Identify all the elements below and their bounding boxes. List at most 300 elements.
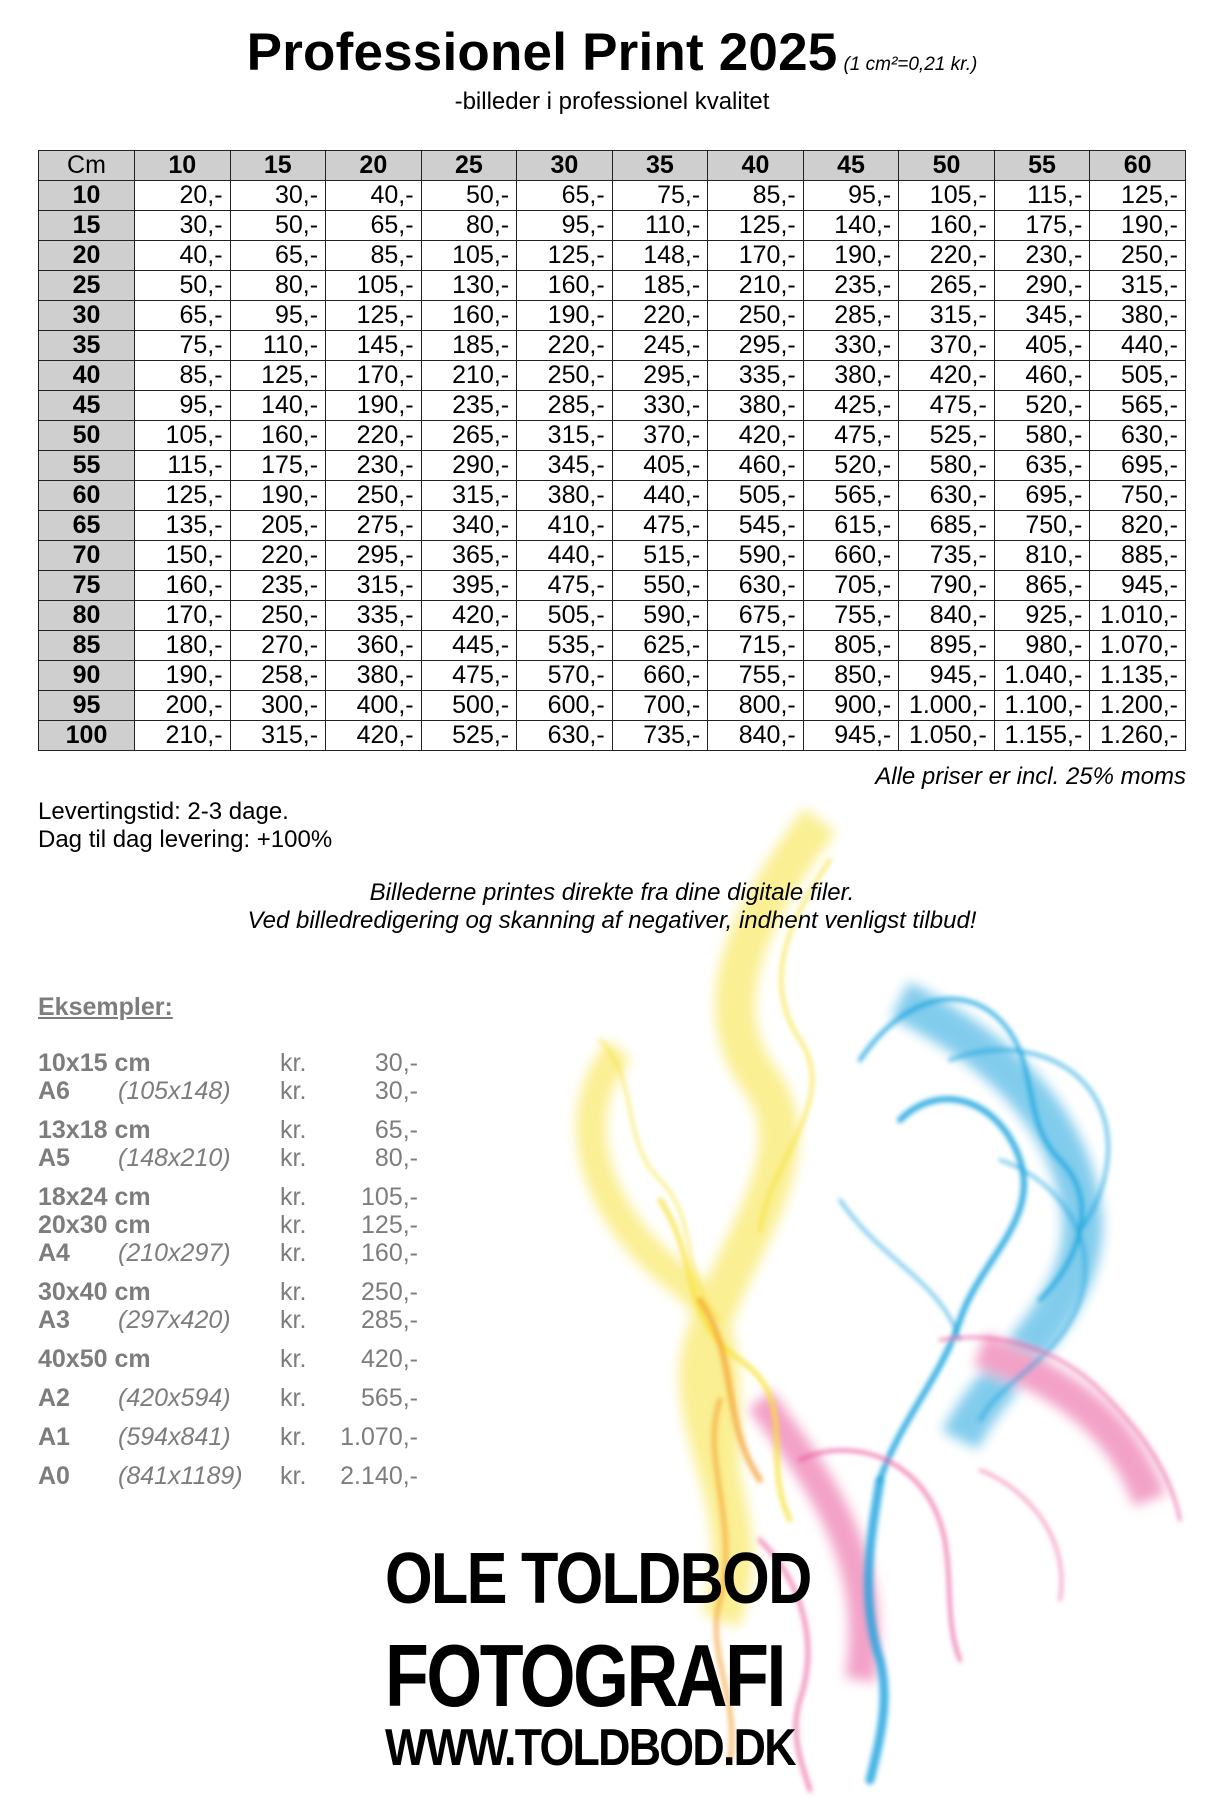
price-cell: 395,-: [421, 571, 517, 601]
example-price: 65,-: [374, 1116, 418, 1144]
examples-list: [38, 1049, 418, 1490]
price-cell: 235,-: [421, 391, 517, 421]
page-title: Professionel Print 2025: [246, 23, 838, 82]
price-cell: 150,-: [135, 541, 231, 571]
example-currency: kr.: [280, 1049, 307, 1077]
price-cell: 315,-: [326, 571, 422, 601]
price-cell: 258,-: [230, 661, 326, 691]
price-table-row-header: 30: [39, 301, 135, 331]
price-table-column-header: 45: [803, 151, 899, 181]
price-table: [38, 150, 1186, 751]
price-cell: 420,-: [421, 601, 517, 631]
price-cell: 475,-: [517, 571, 613, 601]
price-cell: 700,-: [612, 691, 708, 721]
example-size: 13x18 cm: [38, 1116, 151, 1144]
price-cell: 315,-: [230, 721, 326, 751]
price-cell: 190,-: [1090, 211, 1186, 241]
table-row: [39, 661, 1186, 691]
price-cell: 345,-: [517, 451, 613, 481]
price-cell: 840,-: [708, 721, 804, 751]
price-cell: 205,-: [230, 511, 326, 541]
example-price: 420,-: [361, 1345, 418, 1373]
price-cell: 295,-: [326, 541, 422, 571]
price-cell: 360,-: [326, 631, 422, 661]
list-item: [38, 1239, 418, 1267]
example-size: 20x30 cm: [38, 1211, 151, 1239]
table-row: [39, 241, 1186, 271]
price-cell: 315,-: [1090, 271, 1186, 301]
price-cell: 380,-: [803, 361, 899, 391]
price-cell: 315,-: [517, 421, 613, 451]
example-size: A0: [38, 1462, 70, 1490]
price-cell: 330,-: [612, 391, 708, 421]
price-cell: 220,-: [612, 301, 708, 331]
price-cell: 190,-: [326, 391, 422, 421]
price-cell: 180,-: [135, 631, 231, 661]
price-cell: 110,-: [230, 331, 326, 361]
price-cell: 185,-: [612, 271, 708, 301]
price-cell: 550,-: [612, 571, 708, 601]
price-cell: 125,-: [135, 481, 231, 511]
price-cell: 250,-: [708, 301, 804, 331]
example-currency: kr.: [280, 1423, 307, 1451]
price-cell: 475,-: [899, 391, 995, 421]
example-price: 250,-: [361, 1278, 418, 1306]
price-cell: 85,-: [135, 361, 231, 391]
example-dimensions: (105x148): [118, 1077, 231, 1105]
price-table-corner-label: Cm: [39, 151, 135, 181]
example-price: 1.070,-: [340, 1423, 418, 1451]
example-currency: kr.: [280, 1183, 307, 1211]
price-cell: 790,-: [899, 571, 995, 601]
price-cell: 525,-: [899, 421, 995, 451]
price-cell: 340,-: [421, 511, 517, 541]
example-size: 18x24 cm: [38, 1183, 151, 1211]
price-cell: 420,-: [708, 421, 804, 451]
price-cell: 660,-: [612, 661, 708, 691]
example-price: 160,-: [361, 1239, 418, 1267]
price-cell: 1.000,-: [899, 691, 995, 721]
price-table-row-header: 90: [39, 661, 135, 691]
table-row: [39, 181, 1186, 211]
price-table-column-header: 20: [326, 151, 422, 181]
price-cell: 160,-: [230, 421, 326, 451]
price-cell: 270,-: [230, 631, 326, 661]
price-table-row-header: 80: [39, 601, 135, 631]
price-cell: 695,-: [1090, 451, 1186, 481]
price-cell: 520,-: [994, 391, 1090, 421]
example-dimensions: (210x297): [118, 1239, 231, 1267]
list-item: [38, 1144, 418, 1172]
price-cell: 1.155,-: [994, 721, 1090, 751]
list-item: [38, 1183, 418, 1211]
print-note: [0, 879, 1224, 935]
price-cell: 520,-: [803, 451, 899, 481]
price-cell: 945,-: [899, 661, 995, 691]
price-cell: 565,-: [803, 481, 899, 511]
price-table-row-header: 35: [39, 331, 135, 361]
price-cell: 630,-: [708, 571, 804, 601]
price-table-row-header: 70: [39, 541, 135, 571]
price-cell: 175,-: [994, 211, 1090, 241]
price-cell: 115,-: [135, 451, 231, 481]
price-cell: 660,-: [803, 541, 899, 571]
price-cell: 535,-: [517, 631, 613, 661]
price-cell: 380,-: [326, 661, 422, 691]
price-cell: 850,-: [803, 661, 899, 691]
examples-heading: Eksempler:: [38, 993, 173, 1021]
price-cell: 1.050,-: [899, 721, 995, 751]
print-note-line-2: Ved billedredigering og skanning af negativer, indhent venligst tilbud!: [247, 907, 977, 934]
example-dimensions: (297x420): [118, 1306, 231, 1334]
price-cell: 95,-: [230, 301, 326, 331]
price-cell: 245,-: [612, 331, 708, 361]
express-delivery: Dag til dag levering: +100%: [38, 826, 333, 853]
price-cell: 130,-: [421, 271, 517, 301]
price-cell: 505,-: [708, 481, 804, 511]
example-size: A3: [38, 1306, 70, 1334]
price-table-column-header: 50: [899, 151, 995, 181]
list-item: [38, 1462, 418, 1490]
price-cell: 945,-: [803, 721, 899, 751]
price-cell: 810,-: [994, 541, 1090, 571]
price-cell: 265,-: [421, 421, 517, 451]
price-cell: 580,-: [899, 451, 995, 481]
list-item: [38, 1211, 418, 1239]
price-cell: 750,-: [994, 511, 1090, 541]
price-cell: 135,-: [135, 511, 231, 541]
price-table-column-header: 10: [135, 151, 231, 181]
price-cell: 175,-: [230, 451, 326, 481]
table-row: [39, 511, 1186, 541]
price-cell: 275,-: [326, 511, 422, 541]
price-table-column-header: 35: [612, 151, 708, 181]
table-row: [39, 391, 1186, 421]
price-cell: 925,-: [994, 601, 1090, 631]
price-cell: 170,-: [135, 601, 231, 631]
price-cell: 380,-: [517, 481, 613, 511]
price-cell: 220,-: [899, 241, 995, 271]
price-cell: 755,-: [803, 601, 899, 631]
table-row: [39, 601, 1186, 631]
price-cell: 1.040,-: [994, 661, 1090, 691]
price-cell: 40,-: [326, 181, 422, 211]
price-cell: 230,-: [994, 241, 1090, 271]
table-row: [39, 481, 1186, 511]
example-price: 125,-: [361, 1211, 418, 1239]
price-cell: 335,-: [708, 361, 804, 391]
price-table-row-header: 10: [39, 181, 135, 211]
price-cell: 735,-: [612, 721, 708, 751]
price-cell: 105,-: [326, 271, 422, 301]
example-dimensions: (594x841): [118, 1423, 231, 1451]
example-currency: kr.: [280, 1306, 307, 1334]
example-price: 565,-: [361, 1384, 418, 1412]
price-cell: 980,-: [994, 631, 1090, 661]
price-cell: 210,-: [421, 361, 517, 391]
price-table-column-header: 30: [517, 151, 613, 181]
price-cell: 755,-: [708, 661, 804, 691]
price-cell: 345,-: [994, 301, 1090, 331]
price-table-row-header: 15: [39, 211, 135, 241]
price-cell: 600,-: [517, 691, 613, 721]
price-cell: 250,-: [517, 361, 613, 391]
example-currency: kr.: [280, 1077, 307, 1105]
print-note-line-1: Billederne printes direkte fra dine digitale filer.: [369, 879, 855, 906]
price-cell: 460,-: [708, 451, 804, 481]
price-cell: 148,-: [612, 241, 708, 271]
table-row: [39, 451, 1186, 481]
example-price: 80,-: [374, 1144, 418, 1172]
example-currency: kr.: [280, 1384, 307, 1412]
price-cell: 220,-: [230, 541, 326, 571]
price-cell: 80,-: [230, 271, 326, 301]
brand-name: OLE TOLDBOD: [385, 1539, 811, 1619]
price-cell: 675,-: [708, 601, 804, 631]
price-cell: 125,-: [517, 241, 613, 271]
price-cell: 190,-: [135, 661, 231, 691]
price-table-row-header: 100: [39, 721, 135, 751]
price-cell: 65,-: [326, 211, 422, 241]
price-table-body: [39, 181, 1186, 751]
price-table-row-header: 20: [39, 241, 135, 271]
price-cell: 1.100,-: [994, 691, 1090, 721]
example-currency: kr.: [280, 1462, 307, 1490]
table-row: [39, 631, 1186, 661]
price-cell: 30,-: [230, 181, 326, 211]
price-cell: 475,-: [421, 661, 517, 691]
price-cell: 400,-: [326, 691, 422, 721]
price-cell: 515,-: [612, 541, 708, 571]
table-row: [39, 541, 1186, 571]
price-cell: 410,-: [517, 511, 613, 541]
price-cell: 580,-: [994, 421, 1090, 451]
price-cell: 115,-: [994, 181, 1090, 211]
example-currency: kr.: [280, 1345, 307, 1373]
example-price: 105,-: [361, 1183, 418, 1211]
price-cell: 125,-: [1090, 181, 1186, 211]
list-item: [38, 1384, 418, 1412]
list-item: [38, 1306, 418, 1334]
price-table-column-header: 55: [994, 151, 1090, 181]
price-table-column-header: 40: [708, 151, 804, 181]
price-cell: 50,-: [230, 211, 326, 241]
example-dimensions: (148x210): [118, 1144, 231, 1172]
table-row: [39, 211, 1186, 241]
price-cell: 160,-: [899, 211, 995, 241]
price-cell: 460,-: [994, 361, 1090, 391]
example-size: 40x50 cm: [38, 1345, 151, 1373]
price-cell: 145,-: [326, 331, 422, 361]
price-cell: 505,-: [517, 601, 613, 631]
price-cell: 65,-: [135, 301, 231, 331]
price-cell: 170,-: [326, 361, 422, 391]
title-note: (1 cm²=0,21 kr.): [843, 54, 978, 75]
price-cell: 570,-: [517, 661, 613, 691]
price-cell: 235,-: [230, 571, 326, 601]
price-cell: 30,-: [135, 211, 231, 241]
vat-note: Alle priser er incl. 25% moms: [875, 763, 1186, 790]
price-cell: 590,-: [708, 541, 804, 571]
price-cell: 900,-: [803, 691, 899, 721]
price-cell: 695,-: [994, 481, 1090, 511]
price-cell: 85,-: [326, 241, 422, 271]
price-table-row-header: 65: [39, 511, 135, 541]
table-row: [39, 271, 1186, 301]
price-cell: 440,-: [612, 481, 708, 511]
table-row: [39, 691, 1186, 721]
price-cell: 440,-: [1090, 331, 1186, 361]
price-cell: 630,-: [517, 721, 613, 751]
price-cell: 80,-: [421, 211, 517, 241]
price-table-header-row: [39, 151, 1186, 181]
price-cell: 160,-: [517, 271, 613, 301]
price-cell: 615,-: [803, 511, 899, 541]
example-size: A2: [38, 1384, 70, 1412]
example-size: A5: [38, 1144, 70, 1172]
price-cell: 420,-: [326, 721, 422, 751]
price-cell: 445,-: [421, 631, 517, 661]
price-cell: 295,-: [708, 331, 804, 361]
price-table-row-header: 85: [39, 631, 135, 661]
price-cell: 190,-: [230, 481, 326, 511]
price-cell: 95,-: [135, 391, 231, 421]
price-cell: 85,-: [708, 181, 804, 211]
page-subtitle: -billeder i professionel kvalitet: [454, 88, 770, 115]
price-cell: 315,-: [899, 301, 995, 331]
example-price: 30,-: [374, 1077, 418, 1105]
example-dimensions: (841x1189): [118, 1462, 243, 1490]
price-table-row-header: 25: [39, 271, 135, 301]
price-cell: 380,-: [1090, 301, 1186, 331]
price-cell: 105,-: [899, 181, 995, 211]
table-row: [39, 721, 1186, 751]
price-cell: 545,-: [708, 511, 804, 541]
price-cell: 300,-: [230, 691, 326, 721]
price-cell: 140,-: [230, 391, 326, 421]
price-cell: 190,-: [803, 241, 899, 271]
price-cell: 50,-: [421, 181, 517, 211]
price-cell: 290,-: [994, 271, 1090, 301]
price-cell: 1.010,-: [1090, 601, 1186, 631]
price-cell: 95,-: [517, 211, 613, 241]
price-table-row-header: 45: [39, 391, 135, 421]
price-table-column-header: 25: [421, 151, 517, 181]
price-cell: 160,-: [421, 301, 517, 331]
price-cell: 885,-: [1090, 541, 1186, 571]
price-cell: 475,-: [612, 511, 708, 541]
price-cell: 380,-: [708, 391, 804, 421]
list-item: [38, 1423, 418, 1451]
price-cell: 65,-: [517, 181, 613, 211]
price-cell: 635,-: [994, 451, 1090, 481]
price-cell: 140,-: [803, 211, 899, 241]
price-cell: 220,-: [326, 421, 422, 451]
price-cell: 250,-: [326, 481, 422, 511]
brand-subtitle: FOTOGRAFI: [385, 1626, 785, 1725]
price-cell: 1.135,-: [1090, 661, 1186, 691]
price-cell: 160,-: [135, 571, 231, 601]
list-item: [38, 1345, 418, 1373]
price-cell: 420,-: [899, 361, 995, 391]
price-table-row-header: 50: [39, 421, 135, 451]
example-size: 30x40 cm: [38, 1278, 151, 1306]
price-cell: 800,-: [708, 691, 804, 721]
page-header: [0, 22, 1224, 83]
delivery-time: Levertingstid: 2-3 dage.: [38, 798, 289, 825]
price-cell: 735,-: [899, 541, 995, 571]
price-cell: 110,-: [612, 211, 708, 241]
table-row: [39, 301, 1186, 331]
price-cell: 235,-: [803, 271, 899, 301]
brand-website: WWW.TOLDBOD.DK: [385, 1719, 795, 1777]
price-cell: 590,-: [612, 601, 708, 631]
price-cell: 65,-: [230, 241, 326, 271]
price-cell: 190,-: [517, 301, 613, 331]
price-table-row-header: 55: [39, 451, 135, 481]
table-row: [39, 571, 1186, 601]
price-cell: 750,-: [1090, 481, 1186, 511]
delivery-info: [38, 798, 332, 854]
price-table-row-header: 40: [39, 361, 135, 391]
price-cell: 1.200,-: [1090, 691, 1186, 721]
price-cell: 210,-: [708, 271, 804, 301]
table-row: [39, 361, 1186, 391]
list-item: [38, 1077, 418, 1105]
price-cell: 220,-: [517, 331, 613, 361]
price-cell: 1.070,-: [1090, 631, 1186, 661]
price-cell: 630,-: [1090, 421, 1186, 451]
price-cell: 705,-: [803, 571, 899, 601]
example-price: 2.140,-: [340, 1462, 418, 1490]
price-cell: 365,-: [421, 541, 517, 571]
price-cell: 315,-: [421, 481, 517, 511]
price-cell: 265,-: [899, 271, 995, 301]
price-cell: 75,-: [612, 181, 708, 211]
table-row: [39, 421, 1186, 451]
price-cell: 840,-: [899, 601, 995, 631]
example-dimensions: (420x594): [118, 1384, 231, 1412]
price-cell: 125,-: [326, 301, 422, 331]
price-cell: 95,-: [803, 181, 899, 211]
price-cell: 630,-: [899, 481, 995, 511]
price-cell: 20,-: [135, 181, 231, 211]
example-currency: kr.: [280, 1144, 307, 1172]
price-table-row-header: 95: [39, 691, 135, 721]
example-size: A4: [38, 1239, 70, 1267]
price-cell: 685,-: [899, 511, 995, 541]
price-cell: 200,-: [135, 691, 231, 721]
price-table-column-header: 60: [1090, 151, 1186, 181]
price-cell: 475,-: [803, 421, 899, 451]
table-row: [39, 331, 1186, 361]
price-cell: 210,-: [135, 721, 231, 751]
price-cell: 370,-: [899, 331, 995, 361]
example-currency: kr.: [280, 1239, 307, 1267]
price-cell: 715,-: [708, 631, 804, 661]
price-cell: 425,-: [803, 391, 899, 421]
price-cell: 40,-: [135, 241, 231, 271]
price-cell: 125,-: [230, 361, 326, 391]
price-cell: 335,-: [326, 601, 422, 631]
price-cell: 290,-: [421, 451, 517, 481]
price-cell: 330,-: [803, 331, 899, 361]
price-cell: 405,-: [994, 331, 1090, 361]
price-cell: 250,-: [1090, 241, 1186, 271]
list-item: [38, 1116, 418, 1144]
price-cell: 105,-: [135, 421, 231, 451]
price-cell: 440,-: [517, 541, 613, 571]
